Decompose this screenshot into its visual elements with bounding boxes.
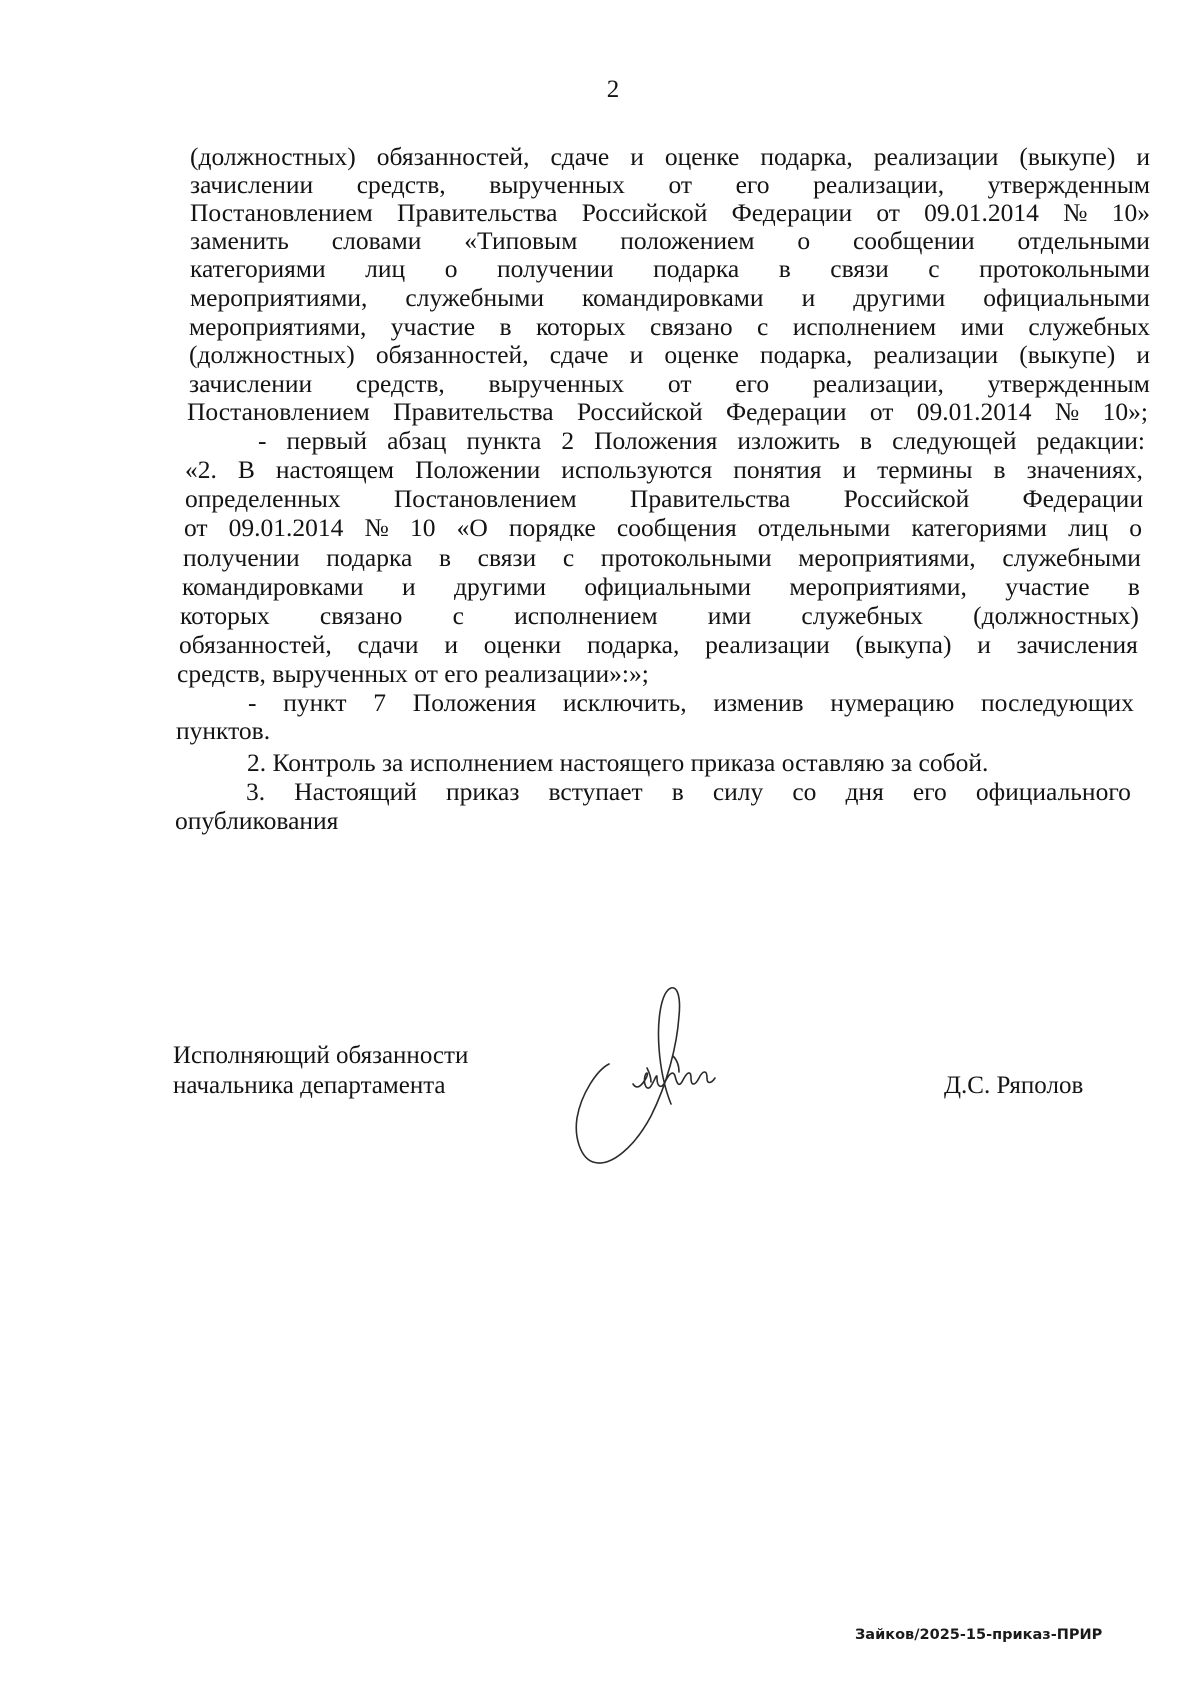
word: подарка, bbox=[586, 630, 680, 659]
word: участие bbox=[1005, 572, 1090, 601]
word: Федерации bbox=[731, 198, 853, 227]
word: исполнением bbox=[792, 312, 937, 341]
signatory-name: Д.С. Ряполов bbox=[944, 1072, 1084, 1099]
word: от bbox=[667, 369, 692, 398]
word: с bbox=[928, 254, 940, 283]
word: официальными bbox=[983, 283, 1150, 312]
word: нумерацию bbox=[830, 688, 955, 717]
word: и bbox=[444, 630, 458, 659]
word: Положения bbox=[594, 426, 718, 455]
word: В bbox=[237, 455, 255, 484]
word: мероприятиями, bbox=[789, 572, 967, 601]
word: и bbox=[401, 572, 416, 601]
word: Правительства bbox=[397, 198, 558, 227]
word: получении bbox=[183, 543, 300, 572]
word: и bbox=[1136, 340, 1150, 369]
word: утвержденным bbox=[987, 369, 1150, 398]
word: 10 bbox=[409, 513, 436, 542]
word: зачисления bbox=[1016, 630, 1138, 659]
word: термины bbox=[877, 455, 973, 484]
word: которых bbox=[180, 601, 270, 630]
word: со bbox=[792, 777, 817, 806]
word: (выкупе) bbox=[1019, 340, 1116, 369]
document-footer-code: Зайков/2025-15-приказ-ПРИР bbox=[855, 1627, 1103, 1643]
word: в bbox=[1127, 572, 1140, 601]
word: от bbox=[876, 198, 900, 227]
word: от bbox=[668, 170, 693, 199]
word: - bbox=[248, 688, 257, 717]
signatory-position-line2: начальника департамента bbox=[173, 1072, 446, 1099]
word: Постановлением bbox=[190, 198, 373, 227]
text-line-content: средств, вырученных от его реализации»:»; bbox=[177, 659, 649, 688]
page-number: 2 bbox=[606, 76, 620, 103]
word: его bbox=[912, 777, 947, 806]
word: пункта bbox=[466, 426, 542, 455]
word: 3. bbox=[246, 777, 266, 806]
word: в bbox=[778, 254, 791, 283]
word: 10»; bbox=[1102, 397, 1148, 426]
word: официальными bbox=[584, 572, 752, 601]
word: Российской bbox=[843, 484, 970, 513]
word: ими bbox=[960, 312, 1004, 341]
word: которых bbox=[535, 312, 626, 341]
word: Российской bbox=[581, 198, 708, 227]
word: № bbox=[1054, 397, 1080, 426]
word: в bbox=[438, 543, 452, 572]
word: оценке bbox=[664, 340, 739, 369]
word: командировками bbox=[582, 283, 764, 312]
word: средств, bbox=[356, 170, 446, 199]
word: (должностных) bbox=[189, 340, 355, 369]
word: получении bbox=[496, 254, 614, 283]
word: о bbox=[1129, 513, 1142, 542]
word: реализации, bbox=[812, 369, 944, 398]
word: связи bbox=[830, 254, 889, 283]
word: с bbox=[452, 601, 464, 630]
word: оценки bbox=[483, 630, 562, 659]
word: положением bbox=[620, 226, 755, 255]
word: обязанностей, bbox=[376, 142, 530, 171]
word: обязанностей, bbox=[375, 340, 529, 369]
word: официального bbox=[975, 777, 1131, 806]
word: 7 bbox=[373, 688, 387, 717]
word: подарка, bbox=[760, 142, 853, 171]
word: используются bbox=[561, 455, 713, 484]
word: 10» bbox=[1111, 198, 1150, 227]
word: отдельными bbox=[1017, 226, 1150, 255]
word: вырученных bbox=[489, 170, 625, 199]
word: отдельными bbox=[757, 513, 891, 542]
word: и bbox=[630, 142, 644, 171]
word: командировками bbox=[182, 572, 364, 601]
word: редакции: bbox=[1036, 426, 1145, 455]
word: дня bbox=[845, 777, 884, 806]
word: от bbox=[184, 513, 208, 542]
word: Федерации bbox=[726, 397, 847, 426]
word: - bbox=[258, 426, 267, 455]
word: мероприятиями, bbox=[798, 543, 976, 572]
word: мероприятиями, bbox=[190, 283, 368, 312]
word: и bbox=[1136, 142, 1150, 171]
word: порядке bbox=[508, 513, 596, 542]
word: понятия bbox=[733, 455, 822, 484]
word: определенных bbox=[185, 484, 341, 513]
word: 09.01.2014 bbox=[916, 397, 1032, 426]
word: реализации bbox=[705, 630, 830, 659]
word: абзац bbox=[387, 426, 447, 455]
word: утвержденным bbox=[987, 170, 1150, 199]
word: реализации, bbox=[813, 170, 945, 199]
word: (должностных) bbox=[973, 601, 1139, 630]
word: силу bbox=[712, 777, 764, 806]
word: и bbox=[801, 283, 816, 312]
word: и bbox=[977, 630, 991, 659]
word: «2. bbox=[185, 455, 217, 484]
word: связано bbox=[650, 312, 733, 341]
word: и bbox=[629, 340, 644, 369]
text-line-content: опубликования bbox=[175, 806, 339, 835]
word: Положения bbox=[412, 688, 537, 717]
word: мероприятиями, bbox=[189, 312, 367, 341]
word: оценке bbox=[664, 142, 740, 171]
word: приказ bbox=[446, 777, 520, 806]
word: пункт bbox=[283, 688, 347, 717]
word: подарка bbox=[326, 543, 413, 572]
word: исключить, bbox=[562, 688, 687, 717]
word: связано bbox=[319, 601, 403, 630]
word: сдачи bbox=[357, 630, 419, 659]
word: последующих bbox=[981, 688, 1134, 717]
text-line-content: 2. Контроль за исполнением настоящего приказа оставляю за собой. bbox=[247, 748, 989, 777]
word: сдаче bbox=[550, 142, 610, 171]
word: его bbox=[735, 170, 770, 199]
word: о bbox=[797, 226, 811, 255]
word: Правительства bbox=[629, 484, 791, 513]
word: с bbox=[562, 543, 575, 572]
word: (должностных) bbox=[190, 142, 356, 171]
word: протокольными bbox=[600, 543, 772, 572]
word: Настоящий bbox=[294, 777, 417, 806]
word: 09.01.2014 bbox=[924, 198, 1039, 227]
word: ими bbox=[707, 601, 752, 630]
word: «Типовым bbox=[464, 226, 578, 255]
word: в bbox=[860, 426, 873, 455]
word: Правительства bbox=[393, 397, 554, 426]
word: первый bbox=[286, 426, 368, 455]
word: Постановлением bbox=[393, 484, 577, 513]
word: значениях, bbox=[1026, 455, 1143, 484]
word: изложить bbox=[737, 426, 841, 455]
word: от bbox=[869, 397, 894, 426]
word: № bbox=[364, 513, 389, 542]
word: и bbox=[842, 455, 857, 484]
text-line-content: пунктов. bbox=[176, 716, 271, 745]
word: словами bbox=[331, 226, 422, 255]
word: сдаче bbox=[549, 340, 609, 369]
word: служебных bbox=[1028, 312, 1150, 341]
word: № bbox=[1063, 198, 1088, 227]
word: Российской bbox=[577, 397, 703, 426]
word: другими bbox=[853, 283, 946, 312]
word: категориями bbox=[911, 513, 1047, 542]
word: служебными bbox=[1002, 543, 1141, 572]
word: служебными bbox=[405, 283, 545, 312]
word: следующей bbox=[892, 426, 1017, 455]
word: его bbox=[735, 369, 770, 398]
word: вступает bbox=[548, 777, 643, 806]
word: реализации bbox=[873, 142, 999, 171]
word: в bbox=[671, 777, 684, 806]
word: Федерации bbox=[1022, 484, 1143, 513]
word: о bbox=[444, 254, 458, 283]
word: сообщении bbox=[852, 226, 975, 255]
word: лиц bbox=[1068, 513, 1109, 542]
word: участие bbox=[390, 312, 476, 341]
word: исполнением bbox=[514, 601, 658, 630]
word: 2 bbox=[561, 426, 575, 455]
word: в bbox=[499, 312, 512, 341]
word: сообщения bbox=[616, 513, 737, 542]
word: с bbox=[756, 312, 769, 341]
word: другими bbox=[453, 572, 546, 601]
word: подарка bbox=[653, 254, 740, 283]
word: «О bbox=[456, 513, 488, 542]
word: настоящем bbox=[275, 455, 395, 484]
word: средств, bbox=[355, 369, 445, 398]
signatory-position-line1: Исполняющий обязанности bbox=[173, 1042, 469, 1069]
word: 09.01.2014 bbox=[228, 513, 344, 542]
word: подарка, bbox=[759, 340, 853, 369]
word: зачислении bbox=[189, 369, 313, 398]
word: категориями bbox=[190, 254, 326, 283]
word: зачислении bbox=[190, 170, 314, 199]
word: протокольными bbox=[979, 254, 1150, 283]
word: в bbox=[993, 455, 1006, 484]
handwritten-signature bbox=[575, 986, 755, 1171]
word: обязанностей, bbox=[179, 630, 332, 659]
word: служебных bbox=[801, 601, 923, 630]
word: реализации bbox=[873, 340, 999, 369]
word: заменить bbox=[190, 226, 289, 255]
word: Постановлением bbox=[187, 397, 370, 426]
word: (выкупе) bbox=[1019, 142, 1116, 171]
word: (выкупа) bbox=[855, 630, 952, 659]
word: лиц bbox=[365, 254, 406, 283]
word: вырученных bbox=[488, 369, 625, 398]
word: Положении bbox=[415, 455, 541, 484]
word: изменив bbox=[713, 688, 804, 717]
word: связи bbox=[477, 543, 537, 572]
